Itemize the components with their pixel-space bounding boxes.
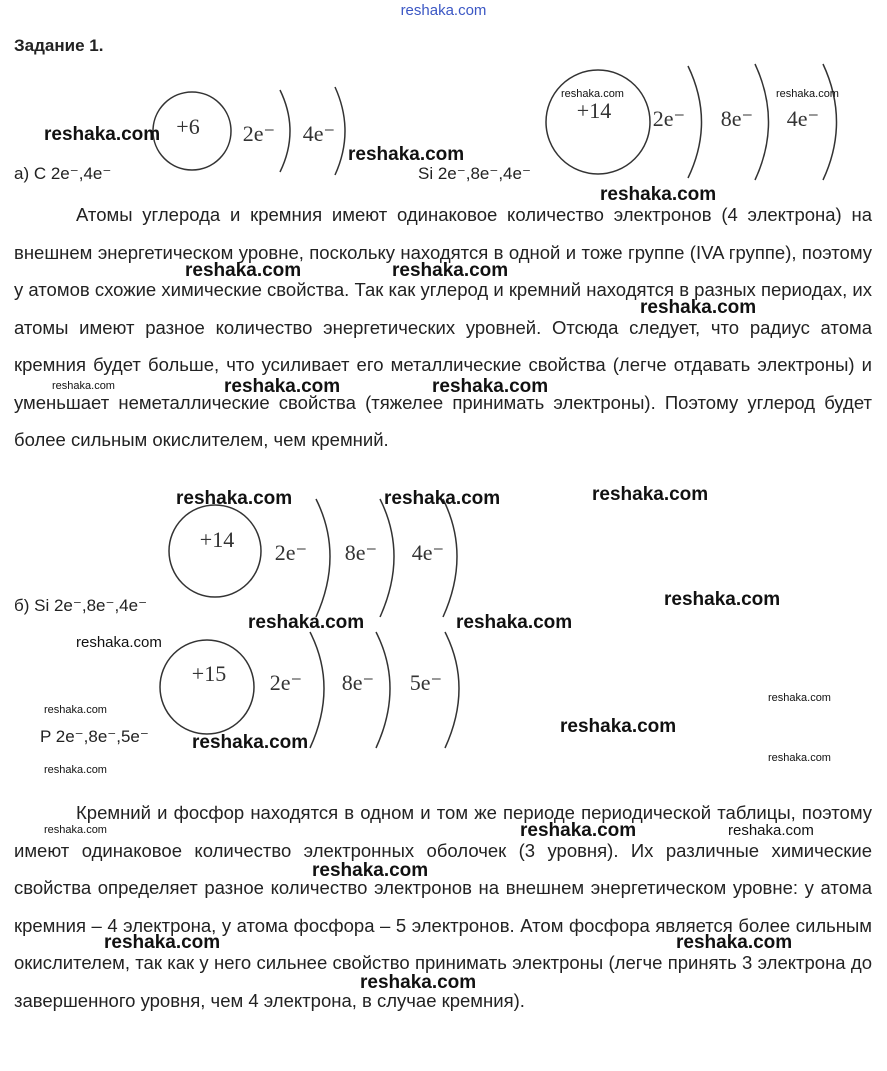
watermark: reshaka.com [44, 704, 107, 716]
watermark: reshaka.com [44, 824, 107, 836]
shell-label-2: 8e⁻ [341, 670, 375, 695]
shell-label-1: 2e⁻ [269, 670, 303, 695]
watermark: reshaka.com [560, 716, 677, 737]
shell-arc-3 [445, 632, 459, 748]
shell-arc-2 [380, 499, 394, 617]
watermark: reshaka.com [348, 144, 465, 165]
nucleus-charge: +14 [199, 527, 235, 552]
nucleus-charge: +6 [176, 114, 200, 139]
shell-arc-3 [443, 499, 457, 617]
watermark: reshaka.com [640, 297, 757, 318]
watermark: reshaka.com [360, 972, 477, 993]
shell-arc-1 [688, 66, 702, 178]
watermark: reshaka.com [224, 376, 341, 397]
nucleus-charge: +15 [191, 661, 227, 686]
watermark: reshaka.com [592, 484, 709, 505]
shell-arc-1 [280, 90, 290, 172]
task-title: Задание 1. [14, 36, 104, 55]
watermark: reshaka.com [768, 692, 831, 704]
shell-arc-2 [335, 87, 345, 175]
nucleus [160, 640, 254, 734]
shell-label-1: 2e⁻ [242, 121, 276, 146]
atom-diagram-silicon-b [168, 503, 478, 621]
watermark: reshaka.com [776, 88, 839, 100]
watermark: reshaka.com [44, 124, 161, 145]
watermark: reshaka.com [44, 764, 107, 776]
shell-label-3: 4e⁻ [786, 106, 820, 131]
watermark: reshaka.com [76, 634, 162, 651]
watermark: reshaka.com [520, 820, 637, 841]
formula-silicon-a: Si 2e⁻,8e⁻,4e⁻ [418, 164, 531, 183]
watermark: reshaka.com [185, 260, 302, 281]
watermark: reshaka.com [192, 732, 309, 753]
shell-label-2: 4e⁻ [302, 121, 336, 146]
watermark: reshaka.com [728, 822, 814, 839]
watermark: reshaka.com [176, 488, 293, 509]
atom-diagram-carbon [150, 86, 360, 176]
formula-carbon: а) C 2e⁻,4e⁻ [14, 164, 112, 183]
shell-arc-1 [316, 499, 330, 617]
watermark: reshaka.com [561, 88, 624, 100]
shell-label-3: 4e⁻ [411, 540, 445, 565]
site-header[interactable]: reshaka.com [400, 2, 487, 19]
shell-arc-1 [310, 632, 324, 748]
shell-label-1: 2e⁻ [652, 106, 686, 131]
watermark: reshaka.com [248, 612, 365, 633]
watermark: reshaka.com [312, 860, 429, 881]
watermark: reshaka.com [52, 380, 115, 392]
watermark: reshaka.com [432, 376, 549, 397]
watermark: reshaka.com [456, 612, 573, 633]
formula-silicon-b: б) Si 2e⁻,8e⁻,4e⁻ [14, 596, 148, 615]
nucleus-charge: +14 [576, 98, 612, 123]
shell-label-2: 8e⁻ [720, 106, 754, 131]
shell-label-2: 8e⁻ [344, 540, 378, 565]
shell-label-3: 5e⁻ [409, 670, 443, 695]
watermark: reshaka.com [600, 184, 717, 205]
watermark: reshaka.com [676, 932, 793, 953]
formula-phosphorus: P 2e⁻,8e⁻,5e⁻ [40, 727, 149, 746]
paragraph-part-a: Атомы углерода и кремния имеют одинаковое количество электронов (4 электрона) на внешнем энергетическом уровне, поскольку находятся в одной и тоже группе (IVA группе), поэтому у атомов схожие химические свойства. Так как углерод и кремний находятся в разных периодах, их атомы имеют разное количество энергетических уровней. Отсюда следует, что радиус атома кремния будет больше, что усиливает его металлические свойства (легче отдавать электроны) и уменьшает неметаллические свойства (тяжелее принимать электроны). Поэтому углерод будет более сильным окислителем, чем кремний. [14, 204, 872, 450]
paragraph-part-b: Кремний и фосфор находятся в одном и том же периоде периодической таблицы, поэтому имеют одинаковое количество электронных оболочек (3 уровня). Их различные химические свойства определяет разное количество электронов на внешнем энергетическом уровне: у атома кремния – 4 электрона, у атома фосфора – 5 электронов. Атом фосфора является более сильным окислителем, так как у него сильнее свойство принимать электроны (легче принять 3 электрона до завершенного уровня, чем 4 электрона, в случае кремния). [14, 802, 872, 1011]
shell-arc-2 [755, 64, 769, 180]
shell-label-1: 2e⁻ [274, 540, 308, 565]
watermark: reshaka.com [104, 932, 221, 953]
watermark: reshaka.com [664, 589, 781, 610]
shell-arc-2 [376, 632, 390, 748]
watermark: reshaka.com [384, 488, 501, 509]
watermark: reshaka.com [392, 260, 509, 281]
shell-arc-3 [823, 64, 837, 180]
watermark: reshaka.com [768, 752, 831, 764]
